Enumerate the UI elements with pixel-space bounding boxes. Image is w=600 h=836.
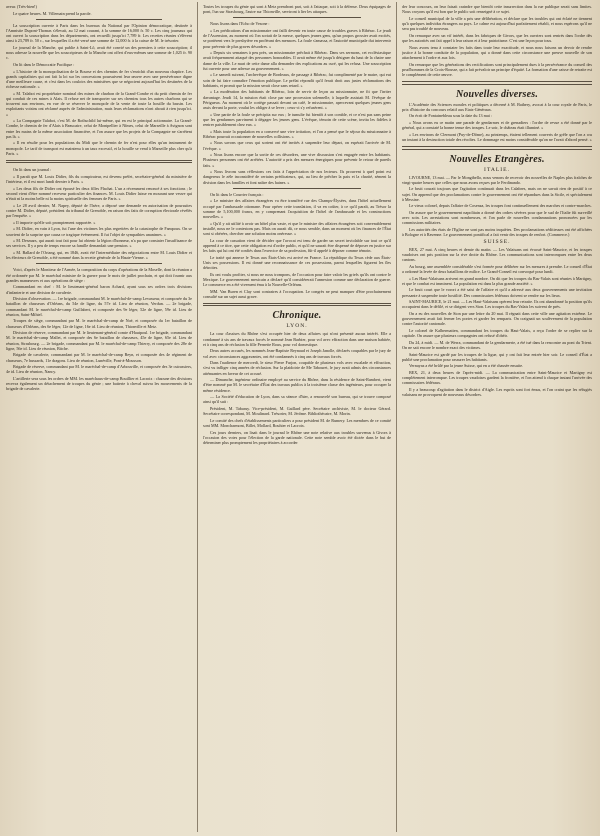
- article-paragraph: Le vieux colonel, depuis l'affaire de Cosenza, les troupes font continuellement des marches et contre-marches.: [409, 203, 592, 209]
- double-rule-separator: [203, 303, 391, 306]
- article-paragraph: « M. Didier, en vain à Lyon, fut l'une des victimes les plus regrettées de la catastrophe de Fampoux. On se souvient de la surprise que causa ce tragique événement. Il fut l'objet de sympathies unanimes. »: [6, 226, 192, 237]
- article-paragraph: « M. Desmars, qui aurait tout fait pour lui obtenir la légion d'honneur, n'a pu que constater l'insuffisance de ses services. Il y a peu de temps encore sa famille demandait une pension. »: [6, 238, 192, 249]
- column-middle: [203, 4, 391, 830]
- article-paragraph: BEX, 21, à deux heures de l'après-midi. — La communication entre Saint-Maurice et Martigny est complètement interrompue. Les troupes vaudoises gardent la frontière, et l'on attend à chaque instant l'arrivée des commissaires fédéraux.: [402, 369, 592, 386]
- article-paragraph: Brigade de réserve, commandant par M. le maréchal-de-camp d'Arbouville, et composée des 3e cuirassiers, 4e id. Lieu de réunion, Nancy.: [6, 364, 192, 375]
- dateline-heading: LYON.: [286, 323, 308, 330]
- article-paragraph: « La Compagnie Talabot, c'est M. de Rothschild lui-même, qui en est le principal actionnaire. La Grand-Combe, le chemin de fer d'Alais à Beaucaire, celui de Montpellier à Nîmes, celui de Marseille à Avignon sont entre les mains de la même association financière, et l'on assure que les projets de la Compagnie ne s'arrêtent pas là. »: [6, 118, 192, 139]
- article-paragraph: « M. Talabot est propriétaire nominal des mines de charbon de la Grand-Combe et du petit chemin de fer qui conduit de ces mines à Alais. Il refuse net de transporter sur ses chemins tous les autres charbons qui se trouvent aux environs, en vue de se réserver le monopole de la vente de toute la houille du bassin. Les exploitants voisins ont réclamé auprès de l'administration, mais leurs réclamations n'ont abouti à rien jusqu'ici. »: [6, 90, 192, 117]
- article-paragraph: On a eu des nouvelles de Sion par une lettre du 20 mai. Il régnait dans cette ville une agitation extrême. Le gouvernement avait fait fermer les portes et garder les remparts. On craignait un soulèvement de la population contre l'autorité cantonale.: [402, 310, 592, 327]
- article-paragraph: Nous lisons dans l'Echo de Vesone :: [210, 21, 270, 27]
- article-paragraph: der leur concours, on leur faisait craindre que bientôt cette insurrection dans la rue publique serait sans limites. Nous croyons qu'il est bon que le public soit renseigné à ce sujet.: [402, 4, 592, 15]
- article-paragraph: « Les Haut-Valaisans arrivent en grand nombre. On dit que les troupes du Bas-Valais sont réunies à Martigny, et que le combat est imminent. La population est dans la plus grande anxiété. »: [402, 275, 592, 286]
- article-paragraph: La souscription ouverte à Paris dans les bureaux du National par l'Opinion démocratique, destinée à l'Amnistie Dupont-Thomas s'élevait, au 12 mai courant, à la somme de 16,000 fr. 50 c. Les cinq journaux qui ont ouvert la souscription dans les départements, ont recueilli jusqu'ici 7,789 fr. Les recettes réunies s'élèvent ainsi à 23,789 fr. 50 c., sur lesquelles il a été versé une somme de 12,000 fr. à la caisse de M. le trésorier.: [6, 22, 192, 44]
- article-paragraph: L'Académie des Sciences morales et politiques a décerné à M. Bathery, avocat à la cour royale de Paris, le prix d'histoire du concours relatif aux Etats-Généraux.: [402, 101, 592, 112]
- article-paragraph: BEX, 27 mai. A cinq heures et demie du matin. — Les Valaisans ont évacué Saint-Maurice, et les troupes vaudoises ont pris position sur la rive droite du Rhône. Les communications sont interrompues entre les deux cantons.: [402, 246, 592, 263]
- article-paragraph: « Depuis six semaines à peu près, un missionnaire prêchait à Ribérac. Dans ses sermons, cet ecclésiastique avait fréquemment attaqué des personnes honorables. Il avait même été jusqu'à désigner du haut de la chaire une dame de la ville. Le mari de cette dame alla demander des explications au curé, qui les refusa. Une souscription fut ouverte pour une adresse au gouvernement. »: [203, 50, 391, 71]
- article-paragraph: Le quatre heures. M. Villemain prend la parole.: [13, 10, 92, 16]
- article-paragraph: « M. Ballard de l'Ortang, qui, en 1846, avait été l'intermédiaire des négociations entre M. Louis Didier et les électeurs de Grenoble, a été nommé dans la recette générale de la Haute-Vienne. »: [6, 249, 192, 261]
- article-paragraph: Division de réserve, commandant par M. le lieutenant-général comte d'Hautpoul. 1re brigade, commandant M. le maréchal-de-camp Mallet, et composée des 6e bataillon de chasseurs, 45e de ligne, 65e id. Lieu de réunion, Strasbourg. — 2e brigade, commandant par M. le maréchal-de-camp Thierry, et composée des 28e de ligne, 56e id. Lieu de réunion, Bitche.: [6, 330, 192, 351]
- article-paragraph: « Nous livrons sans réflexions ces faits à l'appréciation de nos lecteurs. Ils prouvent à quel point est dangereux le zèle inconsidéré de certains prédicateurs, qui, au lieu de prêcher la paix et la charité, sèment la division dans les familles et font naître des haines. »: [203, 169, 391, 185]
- article-paragraph: Voici, d'après le Moniteur de l'Armée, la composition du corps d'opérations de la Moselle, dont la réunion a été ordonnée par M. le maréchal ministre de la guerre pour le mois de juillet prochain, et qui doit fournir aux grandes manœuvres et aux opérations de siège :: [6, 267, 192, 283]
- article-paragraph: Ces jours derniers, on lisait dans le journal le Rhône une note relative aux troubles survenus à Givors à l'occasion des votes pour l'élection de la garde nationale. Cette note semble avoir été dictée dans le but de déterminer plus promptement les propriétaires à accorder: [203, 429, 391, 445]
- article-paragraph: Commandant en chef : M. le lieutenant-général baron Achard, ayant sous ses ordres trois divisions d'infanterie et une division de cavalerie.: [6, 284, 192, 295]
- article-paragraph: On lit dans le Démocratie Pacifique :: [13, 62, 75, 67]
- article-paragraph: — La Société d'éducation de Lyon, dans sa séance d'hier, a renouvelé son bureau, qui se trouve composé ainsi qu'il suit :: [203, 394, 391, 405]
- article-paragraph: « Nous avons eu ce matin une parade de gendarmes et de grenadiers : l'ordre de revue a été donné par le général, qui a constaté la bonne tenue des troupes. Le soir, le château était illuminé. »: [402, 119, 592, 131]
- article-paragraph: Le bruit courait toujours que l'agitation continuait dans les Calabres, mais on ne savait rien de positif à ce sujet. On apprend que des proclamations contre le gouvernement ont été répandues dans la Sicile, et spécialement à Messine.: [402, 186, 592, 202]
- article-paragraph: Les autorités des états de l'Eglise ne sont pas moins inquiètes. Des proclamations séditieuses ont été affichées à Bologne et à Ravenne. Le gouvernement pontifical a fait venir des troupes de renfort. (Commerce.): [402, 226, 592, 238]
- article-paragraph: Du 24, à midi. — M. de Werra, commandant de la gendarmerie, a été tué dans la rencontre au pont du Trient. On ne sait encore le nombre exact des victimes.: [402, 339, 592, 350]
- article-paragraph: « Il importe qu'elle soit promptement rapportée. »: [13, 219, 96, 225]
- article-paragraph: Deux autres accusés, les nommés Jean-Baptiste Reynaud et Joseph Janolle, déclarés coupables par le jury de vol avec circonstances aggravantes, ont été condamnés à cinq ans de travaux forcés.: [203, 348, 391, 359]
- double-rule-separator: [6, 160, 192, 163]
- column-left: [6, 4, 192, 830]
- article-paragraph: « Les prédications d'un missionnaire ont failli devenir en toute cause de troubles graves à Ribérac. Le jeudi de l'Ascension, au moment où l'on sortait de la messe, quelques jeunes gens, qu'un propos grossier avait excités, se portèrent vers le presbytère en proférant des menaces. La foule s'amassa, et l'autorité municipale dut intervenir pour prévenir de plus graves désordres. »: [203, 28, 391, 49]
- dateline-heading: SUISSE.: [483, 238, 511, 245]
- article-paragraph: Le bruit court que le vorort a été saisi de l'affaire et qu'il a adressé aux deux gouvernements une invitation pressante à suspendre toute hostilité. Des commissaires fédéraux doivent se rendre sur les lieux.: [402, 287, 592, 298]
- section-heading: Nouvelles Etrangères.: [449, 153, 545, 165]
- article-paragraph: « Les environs de Clermont (Puy-de-Dôme), au printemps, étaient tellement couverts de grêle que l'on a cru un instant à la destruction totale des récoltes. Le dommage est moins considérable qu'on ne l'avait d'abord pensé. »: [402, 131, 592, 142]
- article-paragraph: On remarque que les générations des rectifications sont principalement dues à la persévérance du conseil des prud'hommes de la Croix-Rousse, qui a fait prévaloir un principe d'équité. La formation d'une caisse de retraite est le complément de cette œuvre.: [402, 61, 592, 77]
- column-rule: [396, 2, 397, 832]
- article-paragraph: « Il en résulte pour les populations du Midi que le chemin de fer n'est pour elles qu'un instrument de monopole. Le tarif de transport est maintenu à un taux excessif, et la houille se vend à Marseille plus cher qu'à Paris. »: [6, 140, 192, 156]
- section-separator: [233, 188, 361, 189]
- article-paragraph: Président, M. Tabaruy. Vice-président, M. Gaillard père. Secrétaire archiviste, M. le docteur Gérard. Secrétaire correspondant, M. Moulinard. Trésorier, M. Jérôme. Bibliothécaire, M. Morin.: [203, 406, 391, 417]
- article-paragraph: « Il paraît que M. Louis Didier, fils du conspirateur, est devenu préfet, secrétaire-général du ministère de l'intérieur, et il est mort lundi dernier à Paris. »: [6, 174, 192, 185]
- dateline-heading: ITALIE.: [484, 166, 510, 173]
- article-paragraph: Saint-Maurice est gardé par les troupes de la ligue, qui y ont fait leur entrée hier soir. Le conseil d'État a publié une proclamation pour rassurer les habitants.: [402, 351, 592, 362]
- article-paragraph: « Nous lisons encore que la sortie de ces désordres, une vive discussion s'est engagée entre les habitants. Plusieurs personnes ont été arrêtées. L'autorité a pris des mesures énergiques pour prévenir le retour de pareils faits. »: [203, 152, 391, 168]
- article-paragraph: La cour d'assises du Rhône s'est occupée hier de deux affaires qui n'ont présenté aucun intérêt. Elle a condamné à six ans de travaux forcés le nommé Jean Barbier, pour vol avec effraction dans une maison habitée, et à cinq ans de réclusion la fille Pernette Roux, pour vol domestique.: [203, 331, 391, 347]
- column-rule: [197, 2, 198, 832]
- article-paragraph: La cour de cassation vient de décider que l'avocat est tenu de garder un secret inviolable sur tout ce qu'il apprend à ce titre, que cette obligation est d'ordre public, et qu'il ne saurait être dispensé de déposer en justice sur les faits qui lui ont été confiés dans l'exercice de sa profession, fût-il appelé à déposer comme témoin.: [203, 237, 391, 254]
- article-paragraph: L'artillerie sera sous les ordres de MM. les maréchaux-de-camp Bouillier et Lacroix : chacune des divisions recevra également un détachement de troupes du génie ; une batterie à cheval suivra les mouvements de la brigade de cavalerie.: [6, 375, 192, 392]
- double-rule-separator: [402, 81, 592, 84]
- article-paragraph: On remarque avec un vif intérêt, dans les fabriques de Givors, que les ouvriers sont rentrés dans l'ordre dès que les autorités ont fait appel à leur raison et à leur patriotisme. C'est une leçon pour tous.: [402, 32, 592, 43]
- article-paragraph: Le conseil municipal de la ville a pris une délibération, et déclare que les troubles qui ont éclaté ne tiennent qu'à quelques individus étrangers au pays. Le calme est aujourd'hui parfaitement rétabli, et nous espérons qu'il ne sera pas troublé de nouveau.: [402, 15, 592, 32]
- article-paragraph: « L'histoire de la monopolisation de la Bourse et des chemins de fer s'enrichit d'un nouveau chapitre. Les grands capitalistes qui ont fait la loi sur les concessions poursuivent leur œuvre avec une persévérance digne d'une meilleure cause, et c'est dans les couloirs des ministères que se négocient aujourd'hui les destinées de la richesse nationale. »: [6, 68, 192, 90]
- article-paragraph: Brigade de cavalerie, commandant par M. le maréchal-de-camp Reyn, et composée des 4e régiment de chasseurs, 7e hussards, 11e dragons. Lieu de réunion, Lunéville, Pont-à-Mousson.: [6, 352, 192, 363]
- article-paragraph: Au bourg, une assemblée considérable s'est formée pour délibérer sur les mesures à prendre. Le conseil d'État a ordonné la levée de deux bataillons de milice. Le Grand-Conseil est convoqué pour lundi.: [402, 263, 592, 274]
- article-paragraph: On écrit de Fontainebleau sous la date du 13 mai :: [409, 113, 493, 119]
- double-rule-separator: [402, 146, 592, 149]
- article-paragraph: On lit dans le Courrier français :: [210, 191, 264, 197]
- article-paragraph: Le colonel de Kalbermatten, commandant les troupes du Haut-Valais, a reçu l'ordre de se replier sur la capitale. On assure que plusieurs compagnies ont refusé d'obéir.: [402, 327, 592, 339]
- article-paragraph: « Le ministre des affaires étrangères va être transféré rue des Champs-Élysées, dans l'hôtel actuellement occupé par l'ambassade ottomane. Pour opérer cette translation, il va en coûter, à ce qu'il paraît, au Trésor la somme de 5,100,000 francs, en y comprenant l'acquisition de l'hôtel de l'ambassade et les constructions nouvelles. »: [203, 198, 391, 220]
- article-paragraph: SAINT-MAURICE, le 21 mai. — Les Haut-Valaisans opèrent leur retraite. Ils ont abandonné la position qu'ils occupaient dans le défilé, et se dirigent vers Sion. Les troupes du Bas-Valais les suivent de près.: [402, 299, 592, 310]
- article-paragraph: Ils ont voulu profiter, si nous ne nous trompons, de l'occasion pour faire valoir les griefs qu'ils ont contre le Mexique. Le gouvernement mexicain a déclaré qu'il considérerait l'annexion comme une déclaration de guerre. Le commerce en a été vivement ému à la Nouvelle-Orléans.: [203, 271, 391, 288]
- article-paragraph: aveur. (Très-bien!): [6, 4, 37, 9]
- article-paragraph: On lit dans un journal :: [13, 167, 52, 173]
- article-paragraph: Dans l'audience de mercredi, le sieur Pierre Farjon, coupable de plusieurs vols avec escalade et effraction, s'est vu infliger cinq années de réclusion. Sur la plaidoirie de Me Tabouret, le jury avait admis des circonstances atténuantes en faveur de cet accusé.: [203, 360, 391, 376]
- article-paragraph: « Mais toute la population en a conservé une vive irritation, et l'on a pensé que le séjour du missionnaire à Ribérac pourrait occasionner de nouvelles collisions. »: [203, 128, 391, 139]
- article-paragraph: Nous avons tenu à constater les faits dans toute leur exactitude, et nous nous faisons un devoir de rendre justice à la bonne conduite de la population, qui a donné dans cette circonstance une preuve nouvelle de son attachement à l'ordre et aux lois.: [402, 44, 592, 60]
- article-paragraph: Le comité des chefs d'établissements particuliers a pour président M. de Rumery. Les membres de ce comité sont MM. Moncharmont, Billet, Mollard, Rouhier et Lacroix.: [203, 417, 391, 428]
- article-paragraph: « Nous savons que ceux qui sortent ont été invités à suspendre leur départ, on espérait l'arrivée de M. l'évêque. »: [203, 140, 391, 151]
- article-paragraph: « Le 28 avril dernier, M. Napey, député de l'Isère, a déposé une demande en autorisation de poursuites contre M. Didier, député, président du tribunal de Grenoble, en raison des faits de corruption électorale révélés par l'enquête. »: [6, 202, 192, 219]
- article-paragraph: LIVOURNE, 13 mai. — Par le Mongibello, nous venons de recevoir des nouvelles de Naples plus fraîches de vingt-quatre heures que celles que nous avons reçues par le Ferdinando.: [402, 174, 592, 185]
- column-right: [402, 4, 592, 830]
- section-heading: Chronique.: [272, 310, 322, 322]
- section-separator: [233, 17, 361, 18]
- article-paragraph: « Les deux fils de Didier ont épousé les deux filles Flachat. L'un a récemment renoncé à ses fonctions ; le second vient d'être nommé receveur particulier des finances. M. Louis Didier laisse en mourant une veuve qui n'était ni la moins belle ni la moins spirituelle des femmes de Paris. »: [6, 185, 192, 202]
- article-paragraph: Le journal de la Manche, qui publie à Saint-Lô, avait été convié un des premiers à cette souscription; il nous adresse la nouvelle que les souscripteurs de la Manche ont offert d'eux-mêmes une somme de 1,025 fr. 90 c.: [6, 45, 192, 61]
- article-paragraph: Il y a beaucoup d'agitation dans le district d'Aigle. Les esprits sont fort émus, et l'on craint que les réfugiés valaisans ne provoquent de nouveaux désordres.: [402, 386, 592, 398]
- article-paragraph: « Qu'il y ait utilité à avoir un hôtel plus vaste, et que le ministre des affaires étrangères soit convenablement installé, nous ne le contestons pas. Mais on aurait dû, ce nous semble, dans un moment où les finances de l'État sont si obérées, chercher une solution moins onéreuse. »: [203, 220, 391, 237]
- section-heading: Nouvelles diverses.: [455, 88, 539, 100]
- article-paragraph: Le traité qui annexe le Texas aux États-Unis est arrivé en France. La république du Texas cède aux États-Unis ses possessions. Il est donné une reconnaissance de ces possessions, parmi lesquelles figurent les îles détroites.: [203, 254, 391, 271]
- article-paragraph: Toutes les troupes du génie qui sont à Metz prendront part, soit à l'attaque, soit à la défense. Deux équipages de pont, l'un sur Strasbourg, l'autre sur Thionville, serviront à lier les attaques.: [203, 4, 391, 15]
- article-paragraph: Troupes de siège, commandant par M. le maréchal-de-camp de Noë, et composée du 1er bataillon de chasseurs d'Orléans, des 6e léger, 12e de ligne, 16e id. Lieu de réunion, Thionville et Metz.: [6, 318, 192, 329]
- section-separator: [36, 19, 162, 20]
- article-paragraph: — Dimanche, ingénieur ordinaire employé au service du Rhône, dans la résidence de Saint-Rambert, vient d'être nommé par M. le secrétaire d'État des travaux publics à la troisième classe des ingénieurs, pour occuper la même résidence.: [203, 377, 391, 393]
- article-paragraph: « Le samedi suivant, l'archevêque de Bordeaux, de passage à Ribérac, fut complimenté par le maire, qui eut soin de lui faire connaître l'émotion publique. Le prélat répondit qu'il ferait droit aux justes réclamations des habitants, et promit que la mission serait close sans retard. »: [203, 72, 391, 88]
- article-paragraph: Division d'observation. — 1re brigade, commandant M. le maréchal-de-camp Levasseur, et composée du 3e bataillon de chasseurs d'Orléans, du 54e de ligne, du 57e id. Lieu de réunion, Verdun. — 2e brigade, commandant M. le maréchal-de-camp Guillabert, et composée des 9e léger, 52e de ligne, 59e id. Lieu de réunion, Saint-Mihiel.: [6, 296, 192, 317]
- article-paragraph: « La modération des habitants de Ribérac, loin de servir de leçon au missionnaire, ne fit que l'irriter davantage. Jeudi 14, la mission était close par une procession solennelle, à laquelle assistait M. l'évêque de Périgueux. Au moment où le cortège passait devant un café, le missionnaire, apercevant quelques jeunes gens assis devant la porte, voulut les obliger à se lever ; ceux-ci s'y refusèrent. »: [203, 89, 391, 111]
- article-paragraph: Vernayaz a été brûlé par la jeune Suisse, qui en a été chassée ensuite.: [409, 363, 524, 369]
- article-paragraph: On assure que le gouvernement napolitain a donné des ordres sévères pour que le sud de l'Italie fût surveillé avec soin. Les arrestations sont nombreuses, et l'on parle de nouvelles condamnations prononcées par les commissions militaires.: [402, 209, 592, 226]
- article-paragraph: MM. Van Buren et Clay sont contraires à l'occupation. Le congrès ne peut manquer d'être prochainement consulté sur un sujet aussi grave.: [203, 288, 391, 299]
- article-paragraph: « Une partie de la foule se précipita sur eux ; le tumulte fut bientôt à son comble, et ce n'est pas sans peine que les gendarmes parvinrent à dégager les jeunes gens. L'évêque, témoin de cette scène, invita les fidèles à rentrer paisiblement chez eux. »: [203, 111, 391, 128]
- section-separator: [36, 263, 162, 264]
